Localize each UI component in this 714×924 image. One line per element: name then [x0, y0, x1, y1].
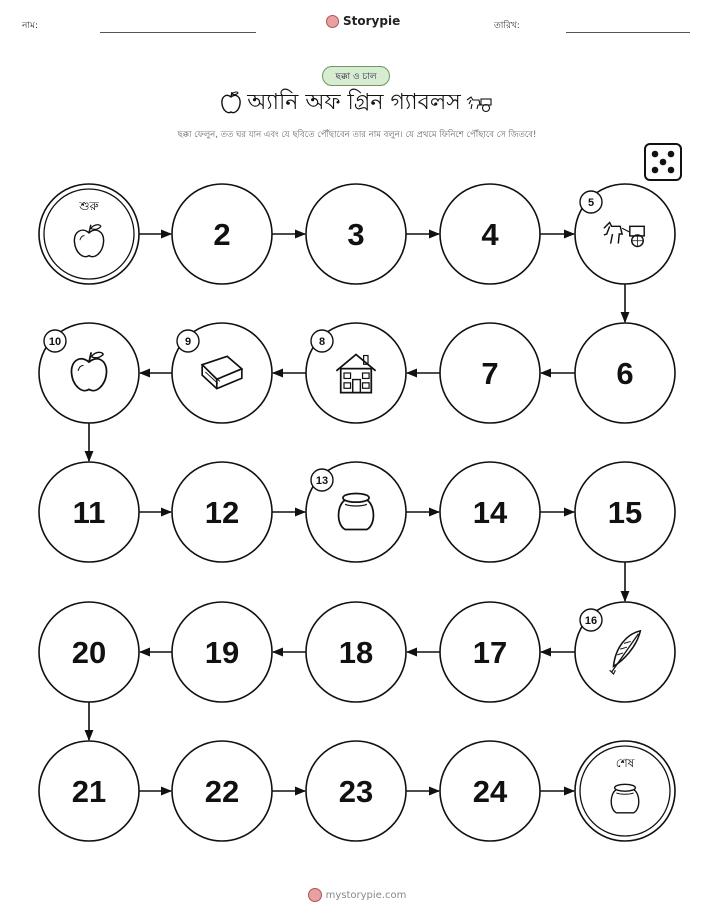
cell-number: 23 — [338, 774, 374, 809]
game-type-badge: ছক্কা ও চাল — [322, 66, 390, 86]
board-cell-21 — [39, 741, 139, 841]
cell-number-badge: 16 — [584, 615, 598, 627]
start-label: শুরু — [79, 199, 99, 213]
cell-number: 24 — [472, 774, 508, 809]
end-label: শেষ — [615, 756, 635, 770]
board-cell-10 — [39, 323, 139, 423]
cell-number: 12 — [204, 495, 240, 530]
cell-number: 19 — [204, 635, 240, 670]
board-cell-23 — [306, 741, 406, 841]
board-cell-2 — [172, 184, 272, 284]
name-label: নাম: — [22, 21, 39, 31]
cell-number: 4 — [481, 217, 499, 252]
board-cell-18 — [306, 602, 406, 702]
board-cell-19 — [172, 602, 272, 702]
board-cell-16 — [575, 602, 675, 702]
cell-number: 20 — [71, 635, 107, 670]
cell-number: 11 — [72, 495, 106, 530]
board-cell-13 — [306, 462, 406, 562]
footer — [0, 888, 714, 905]
brand-name: Storypie — [343, 14, 401, 28]
cell-number: 17 — [472, 635, 508, 670]
board-cells — [39, 184, 675, 841]
board-cell-9 — [172, 323, 272, 423]
board-cell-17 — [440, 602, 540, 702]
cell-number: 2 — [213, 217, 231, 252]
date-label: তারিখ: — [494, 21, 520, 31]
board-cell-15 — [575, 462, 675, 562]
cell-number-badge: 8 — [318, 336, 326, 348]
board-cell-7 — [440, 323, 540, 423]
board-cell-12 — [172, 462, 272, 562]
cell-number-badge: 9 — [184, 336, 192, 348]
cell-number: 22 — [204, 774, 240, 809]
cell-number: 6 — [616, 356, 634, 391]
cell-number: 21 — [71, 774, 107, 809]
board-cell-3 — [306, 184, 406, 284]
cell-number-badge: 10 — [48, 336, 62, 348]
instructions: ছক্কা ফেলুন, তত ঘর যান এবং যে ছবিতে পৌঁছাবেন তার নাম বলুন। যে প্রথমে ফিনিশে পৌঁছাবে সে জিতবে! — [177, 130, 537, 140]
start-cell — [39, 184, 139, 284]
board-cell-11 — [39, 462, 139, 562]
board-cell-5 — [575, 184, 675, 284]
cell-number-badge: 13 — [315, 475, 329, 487]
board-cell-24 — [440, 741, 540, 841]
board-cell-6 — [575, 323, 675, 423]
board-cell-8 — [306, 323, 406, 423]
cell-number: 18 — [338, 635, 374, 670]
cell-number: 15 — [607, 495, 643, 530]
page-title: অ্যানি অফ গ্রিন গ্যাবলস — [247, 90, 461, 115]
board-cell-14 — [440, 462, 540, 562]
board-cell-20 — [39, 602, 139, 702]
storypie-logo-icon — [308, 888, 322, 902]
board-cell-4 — [440, 184, 540, 284]
finish-cell — [575, 741, 675, 841]
footer-url: mystorypie.com — [325, 889, 407, 901]
cell-number-badge: 5 — [587, 197, 595, 209]
cell-number: 7 — [481, 356, 499, 391]
cell-number: 14 — [472, 495, 508, 530]
cell-number: 3 — [347, 217, 365, 252]
board-cell-22 — [172, 741, 272, 841]
